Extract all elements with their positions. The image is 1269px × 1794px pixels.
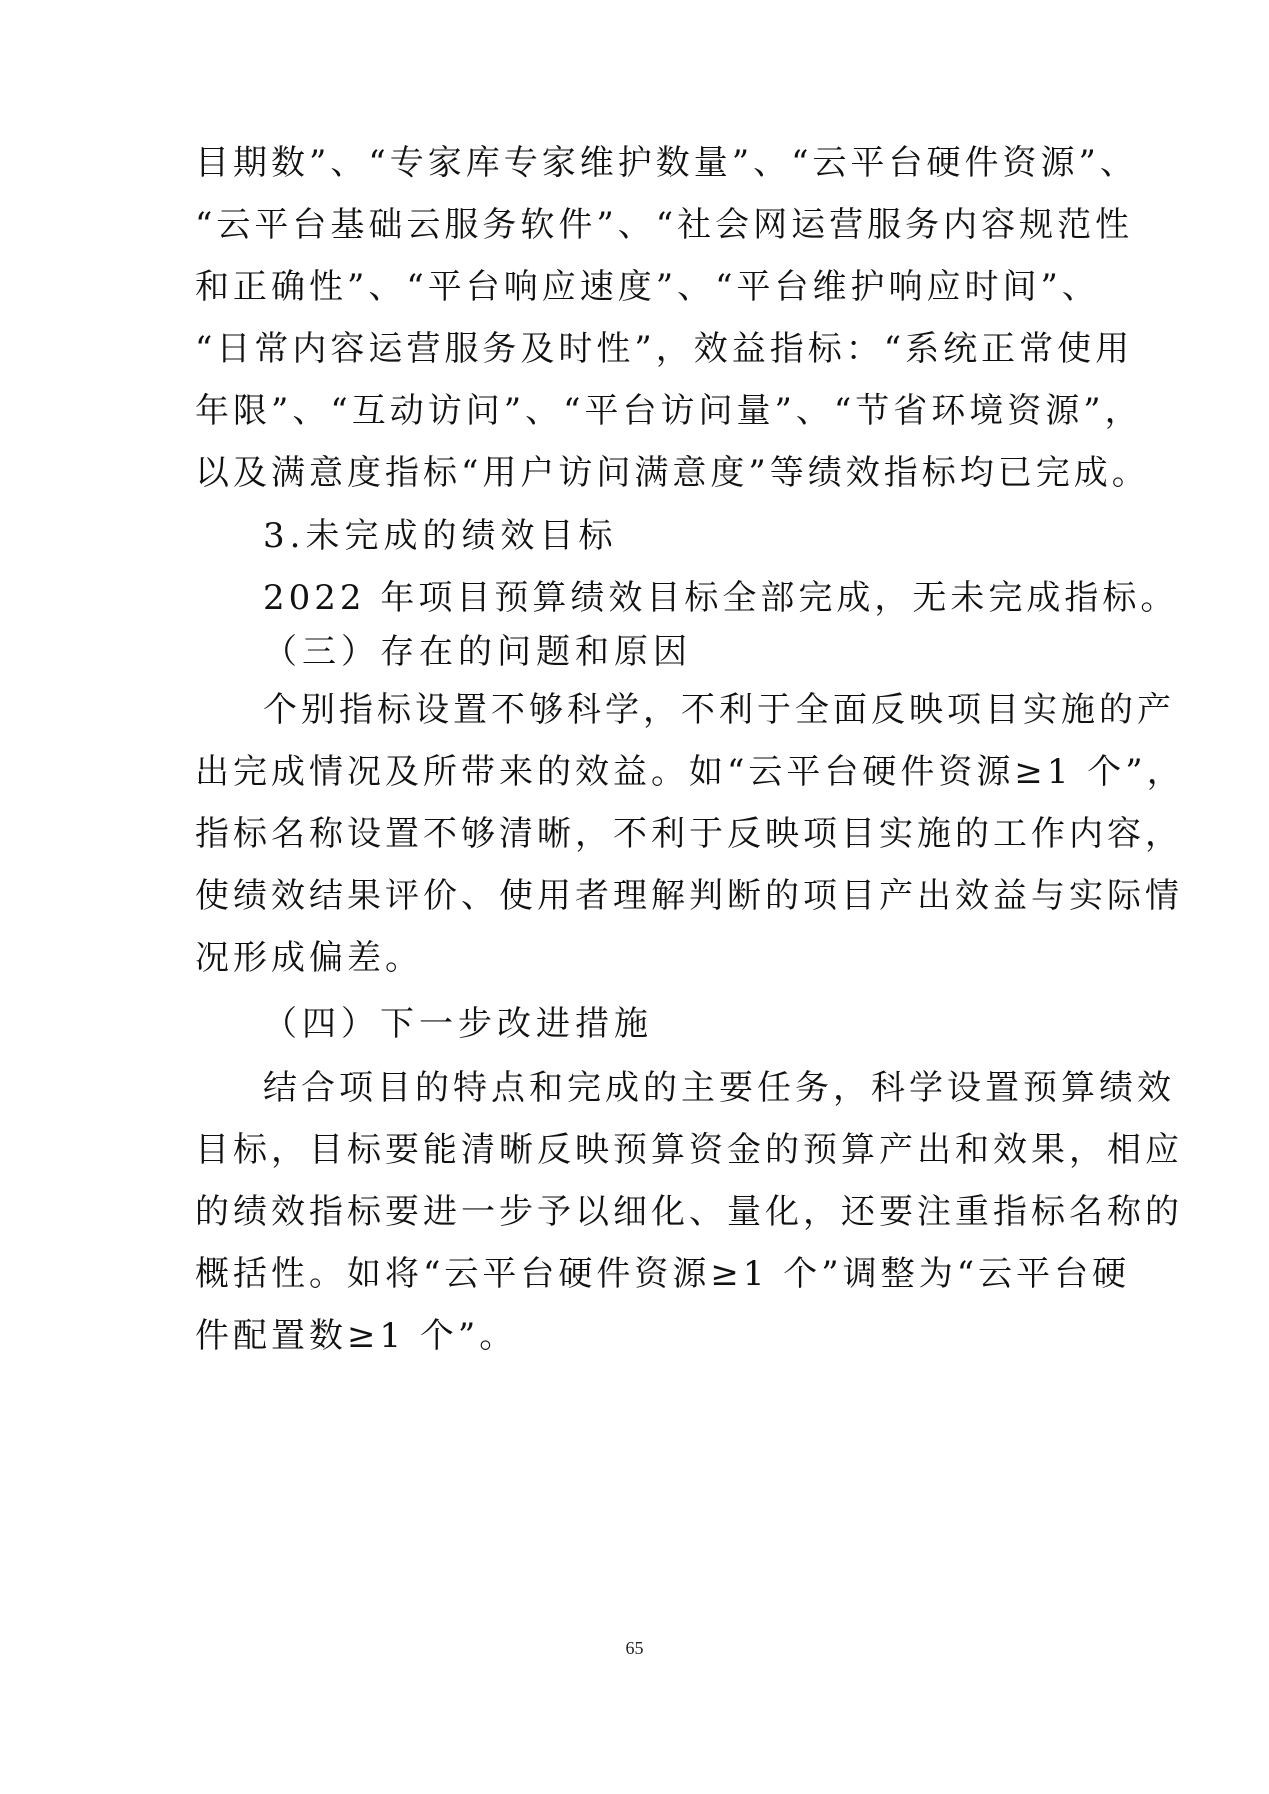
paragraph-line: 年限”、“互动访问”、“平台访问量”、“节省环境资源”， [195, 391, 1143, 431]
paragraph-line: 2022 年项目预算绩效目标全部完成，无未完成指标。 [263, 578, 1179, 618]
paragraph-line: 目期数”、“专家库专家维护数量”、“云平台硬件资源”、 [195, 143, 1138, 183]
page-number: 65 [625, 1638, 644, 1658]
paragraph-line: “云平台基础云服务软件”、“社会网运营服务内容规范性 [195, 205, 1134, 245]
section-heading: （三）存在的问题和原因 [263, 632, 692, 672]
paragraph-line: “日常内容运营服务及时性”，效益指标：“系统正常使用 [195, 329, 1134, 369]
paragraph-line: 以及满意度指标“用户访问满意度”等绩效指标均已完成。 [195, 453, 1150, 493]
section-heading: 3.未完成的绩效目标 [263, 516, 618, 556]
paragraph-line: 和正确性”、“平台响应速度”、“平台维护响应时间”、 [195, 267, 1100, 307]
paragraph-line: 指标名称设置不够清晰，不利于反映项目实施的工作内容， [195, 814, 1183, 854]
section-heading: （四）下一步改进措施 [263, 1004, 653, 1044]
paragraph-line: 概括性。如将“云平台硬件资源≥1 个”调整为“云平台硬 [195, 1254, 1131, 1294]
paragraph-line: 使绩效结果评价、使用者理解判断的项目产出效益与实际情 [195, 876, 1183, 916]
paragraph-line: 出完成情况及所带来的效益。如“云平台硬件资源≥1 个”， [195, 752, 1185, 792]
paragraph-line: 目标，目标要能清晰反映预算资金的预算产出和效果，相应 [195, 1130, 1183, 1170]
paragraph-line: 的绩效指标要进一步予以细化、量化，还要注重指标名称的 [195, 1192, 1183, 1232]
paragraph-line: 件配置数≥1 个”。 [195, 1316, 518, 1356]
paragraph-line: 况形成偏差。 [195, 938, 423, 978]
paragraph-line: 结合项目的特点和完成的主要任务，科学设置预算绩效 [263, 1068, 1175, 1108]
paragraph-line: 个别指标设置不够科学，不利于全面反映项目实施的产 [263, 690, 1175, 730]
